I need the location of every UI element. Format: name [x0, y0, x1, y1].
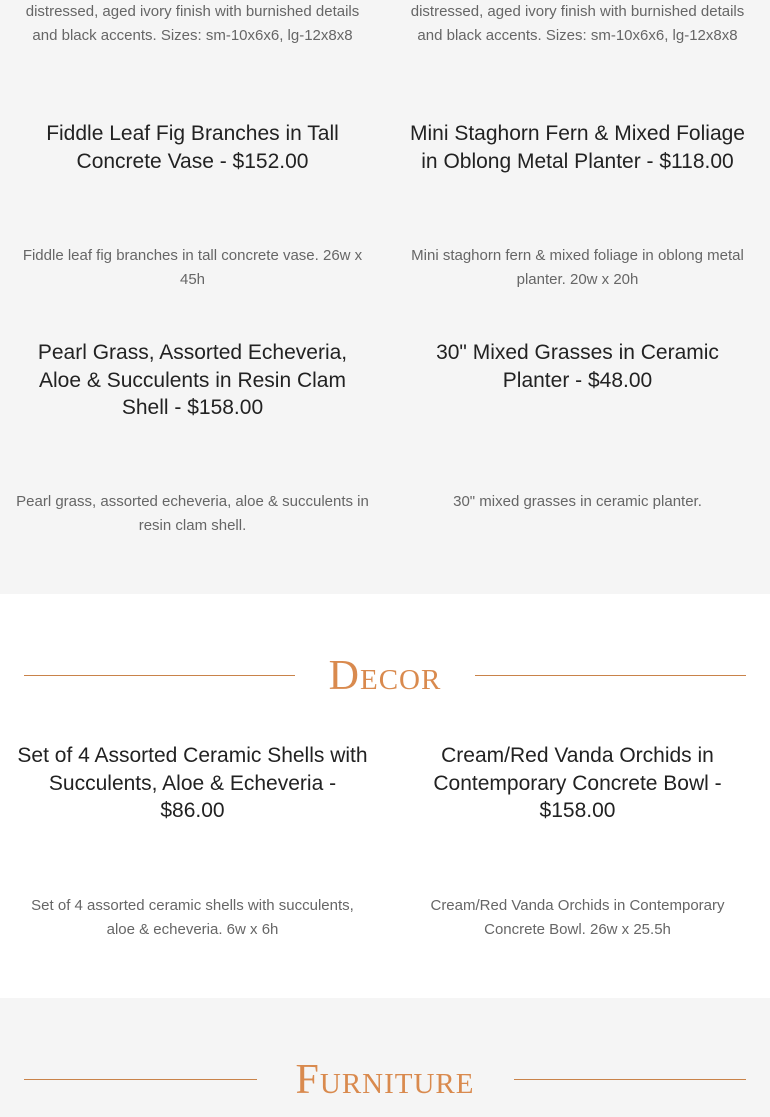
decor-section — [0, 594, 770, 998]
product-card — [15, 244, 370, 292]
product-title[interactable]: 30" Mixed Grasses in Ceramic Planter - $48.00 — [436, 341, 719, 392]
section-title: Decor — [328, 653, 442, 699]
section-heading — [24, 1050, 746, 1110]
product-card — [15, 0, 370, 48]
product-card — [400, 894, 755, 942]
product-card — [400, 244, 755, 292]
product-description: Fiddle leaf fig branches in tall concrete vase. 26w x 45h — [22, 247, 363, 288]
section-title: Furniture — [295, 1057, 475, 1103]
product-card — [15, 120, 370, 175]
product-description: distressed, aged ivory finish with burnished details and black accents. Sizes: sm-10x6x6, lg-12x8x8 — [25, 3, 360, 44]
product-description: Mini staghorn fern & mixed foliage in oblong metal planter. 20w x 20h — [411, 247, 744, 288]
product-card — [400, 339, 755, 394]
product-title[interactable]: Set of 4 Assorted Ceramic Shells with Succulents, Aloe & Echeveria - $86.00 — [17, 744, 368, 822]
product-card — [400, 490, 755, 514]
product-title[interactable]: Fiddle Leaf Fig Branches in Tall Concrete Vase - $152.00 — [46, 122, 339, 173]
product-description: Set of 4 assorted ceramic shells with succulents, aloe & echeveria. 6w x 6h — [31, 897, 354, 938]
product-description: Pearl grass, assorted echeveria, aloe & succulents in resin clam shell. — [16, 493, 369, 534]
product-description: distressed, aged ivory finish with burnished details and black accents. Sizes: sm-10x6x6, lg-12x8x8 — [410, 3, 745, 44]
product-card — [15, 742, 370, 825]
product-title[interactable]: Cream/Red Vanda Orchids in Contemporary Concrete Bowl - $158.00 — [433, 744, 722, 822]
product-card — [400, 120, 755, 175]
product-card — [15, 339, 370, 422]
product-description: Cream/Red Vanda Orchids in Contemporary Concrete Bowl. 26w x 25.5h — [430, 897, 725, 938]
product-title[interactable]: Pearl Grass, Assorted Echeveria, Aloe & Succulents in Resin Clam Shell - $158.00 — [37, 341, 348, 419]
furniture-section — [0, 998, 770, 1117]
product-description: 30" mixed grasses in ceramic planter. — [453, 493, 702, 510]
product-card — [15, 894, 370, 942]
section-heading — [24, 646, 746, 706]
product-card — [15, 490, 370, 538]
product-card — [400, 742, 755, 825]
product-title[interactable]: Mini Staghorn Fern & Mixed Foliage in Oblong Metal Planter - $118.00 — [410, 122, 745, 173]
product-card — [400, 0, 755, 48]
